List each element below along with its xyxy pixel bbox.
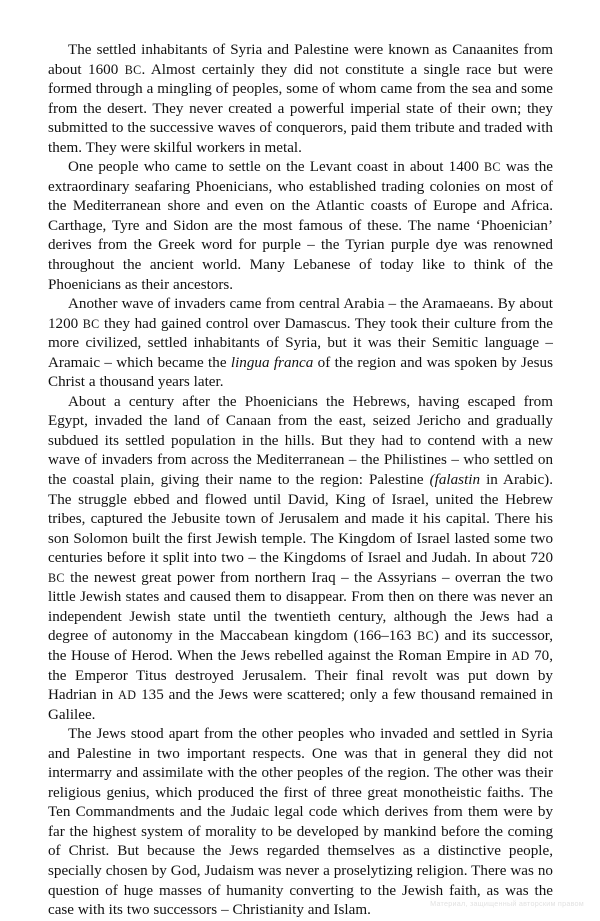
era-abbreviation: AD (118, 688, 137, 703)
para-canaanites: The settled inhabitants of Syria and Palestine were known as Canaanites from about 1600 BC. Almost certainly they did not constitute a single race but were formed through a mingling of peoples, some of whom came from the sea and some from the desert. They never created a powerful imperial state of their own; they submitted to the successive waves of conquerors, paid them tribute and traded with them. They were skilful workers in metal. (48, 42, 553, 156)
body-text-column (48, 41, 553, 921)
copyright-watermark: Материал, защищенный авторским правом (430, 899, 584, 908)
italic-phrase: lingua franca (230, 354, 314, 371)
para-aramaeans: Another wave of invaders came from central Arabia – the Aramaeans. By about 1200 BC they had gained control over Damascus. They took their culture from the more civilized, settled inhabitants of Syria, but it was their Semitic language – Aramaic – which became the lingua franca of the region and was spoken by Jesus Christ a thousand years later. (48, 296, 553, 391)
para-jews-apart: The Jews stood apart from the other peoples who invaded and settled in Syria and Palestine in two important respects. One was that in general they did not intermarry and assimilate with the other peoples of the region. The other was their religious genius, which produced the first of three great monotheistic faiths. The Ten Commandments and the Judaic legal code which derives from them were by far the highest system of morality to be developed by mankind before the coming of Christ. But because the Jews regarded themselves as a distinctive people, specially chosen by God, Judaism was never a proselytizing religion. There was no question of huge masses of humanity converting to the Jewish faith, as was the case with its two successors – Christianity and Islam. (48, 726, 553, 919)
italic-phrase: (falastin (429, 472, 481, 489)
era-abbreviation: BC (82, 316, 100, 331)
era-abbreviation: AD (511, 648, 530, 663)
era-abbreviation: BC (124, 62, 142, 77)
para-hebrews: About a century after the Phoenicians the Hebrews, having escaped from Egypt, invaded the land of Canaan from the east, seized Jericho and gradually subdued its settled population in the hills. But they had to contend with a new wave of invaders from across the Mediterranean – the Philistines – who settled on the coastal plain, giving their name to the region: Palestine (falastin in Arabic). The struggle ebbed and flowed until David, King of Israel, united the Hebrew tribes, captured the Jebusite town of Jerusalem and made it his capital. There his son Solomon built the first Jewish temple. The Kingdom of Israel lasted some two centuries before it split into two – the Kingdoms of Israel and Judah. In about 720 BC the newest great power from northern Iraq – the Assyrians – overran the two little Jewish states and caused them to disappear. From then on there was never an independent Jewish state until the twentieth century, although the Jews had a degree of autonomy in the Maccabean kingdom (166–163 BC) and its successor, the House of Herod. When the Jews rebelled against the Roman Empire in AD 70, the Emperor Titus destroyed Jerusalem. Their final revolt was put down by Hadrian in AD 135 and the Jews were scattered; only a few thousand remained in Galilee. (48, 393, 553, 723)
para-phoenicians: One people who came to settle on the Levant coast in about 1400 BC was the extraordinary seafaring Phoenicians, who established trading colonies on most of the Mediterranean shore and even on the Atlantic coasts of Europe and Africa. Carthage, Tyre and Sidon are the most famous of these. The name ‘Phoenician’ derives from the Greek word for purple – the Tyrian purple dye was renowned throughout the ancient world. Many Lebanese of today like to think of the Phoenicians as their ancestors. (48, 159, 553, 293)
era-abbreviation: BC (417, 629, 434, 644)
era-abbreviation: BC (48, 570, 65, 585)
era-abbreviation: BC (484, 160, 501, 175)
